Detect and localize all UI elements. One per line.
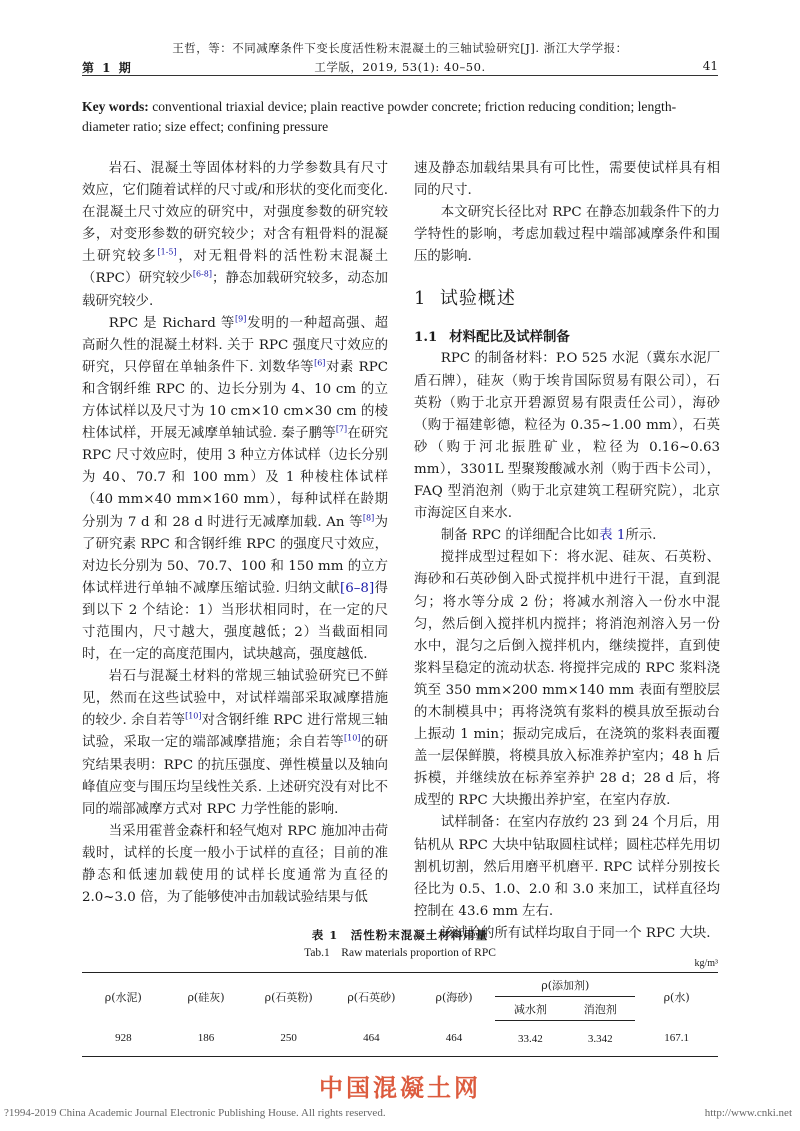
intro-paragraph-4-continued: 速及静态加载结果具有可比性，需要使试样具有相同的尺寸. [414,161,720,199]
table-cell: 33.42 [495,1021,565,1057]
watermark: 中国混凝土网 [319,1074,481,1102]
citation-ref[interactable]: [6] [314,358,326,368]
table-cell: 3.342 [565,1021,635,1057]
header-citation: 王哲，等：不同减摩条件下变长度活性粉末混凝土的三轴试验研究[J]. 浙江大学学报： [172,41,628,55]
citation-ref[interactable]: [10] [185,711,202,721]
citation-ref[interactable]: [10] [344,733,361,743]
table-header: ρ(石英粉) [247,973,330,1021]
section-number: 1 [414,288,427,310]
keywords-label: Key words: [82,99,149,114]
citation-ref[interactable]: [9] [235,314,247,324]
intro-paragraph-3: 岩石与混凝土材料的常规三轴试验研究已不鲜见，然而在这些试验中，对试样端部采取减摩措施的较少. 余自若等[10]对含钢纤维 RPC 进行常规三轴试验，采取一定的端部减摩措施；余自若等[10]的研究结果表明：RPC 的抗压强度、弹性模量以及轴向峰值应变与围压均呈线性关系. 上述研究没有对比不同的端部减摩方式对 RPC 力学性能的影响. [82,669,389,817]
section-title: 试验概述 [439,288,516,310]
citation-ref[interactable]: [6–8] [339,580,375,596]
table-cell: 928 [82,1021,165,1057]
table-cell: 186 [165,1021,248,1057]
table-cell: 464 [413,1021,496,1057]
citation-ref[interactable]: [6-8] [192,270,212,279]
intro-paragraph-1: 岩石、混凝土等固体材料的力学参数具有尺寸效应，它们随着试样的尺寸或/和形状的变化而变化. 在混凝土尺寸效应的研究中，对强度参数的研究较多，对变形参数的研究较少；对含有粗骨料的混凝土研究较多[1-5]，对无粗骨料的活性粉末混凝土（RPC）研究较少[6-8]；静态加载研究较多，动态加载研究较少. [82,161,389,309]
table-subheader: 减水剂 [495,997,565,1021]
running-header [82,40,718,74]
keywords-text: conventional triaxial device; plain reactive powder concrete; friction reducing condition; length-diameter ratio; size effect; confining pressure [82,99,677,134]
mixing-procedure-paragraph: 搅拌成型过程如下：将水泥、硅灰、石英粉、海砂和石英砂倒入卧式搅拌机中进行干混，直到混匀；将水等分成 2 份；将减水剂溶入一份水中混匀，然后倒入搅拌机内搅拌；将消泡剂溶入另一份水中，混匀之后倒入搅拌机内，继续搅拌，直到使浆料呈稳定的流动状态. 将搅拌完成的 RPC 浆料浇筑至 350 mm×200 mm×140 mm 表面有塑胶层的木制模具中；再将浇筑有浆料的模具放至振动台上振动 1 min；振动完成后，在浇筑的浆料表面覆盖一层保鲜膜，将模具放入标准养护室内；48 h 后拆模，并继续放在标养室养护 28 d；28 d 后，将成型的 RPC 大块搬出养护室，在室内存放. [414,550,720,809]
section-heading [414,286,720,312]
citation-ref[interactable]: [7] [335,424,348,434]
subsection-title: 材料配比及试样制备 [449,329,570,346]
header-citation-continued: 工学版，2019, 53(1): 40–50. [314,60,486,74]
table-header: ρ(硅灰) [165,973,248,1021]
right-column [414,158,720,945]
intro-paragraph-5: 本文研究长径比对 RPC 在静态加载条件下的力学特性的影响，考虑加载过程中端部减摩条件和围压的影响. [414,205,720,265]
materials-paragraph: RPC 的制备材料：P.O 525 水泥（冀东水泥厂盾石牌），硅灰（购于埃肯国际贸易有限公司），石英粉（购于北京开碧源贸易有限责任公司），海砂（购于福建彰德，粒径为 0.35~1.00 mm），石英砂（购于河北振胜矿业，粒径为 0.16~0.63 mm），3301L 型聚羧酸减水剂（购于西卡公司），FAQ 型消泡剂（购于北京建筑工程研究院），北京市海淀区自来水. [414,351,720,522]
page-number: 41 [702,59,718,73]
mix-ratio-paragraph: 制备 RPC 的详细配合比如表 1所示. [440,528,657,544]
subsection-heading [414,326,720,348]
table-header: ρ(石英砂) [330,973,413,1021]
table-caption-en: Tab.1 Raw materials proportion of RPC [304,947,496,959]
table-unit: kg/m³ [694,958,718,969]
subsection-number: 1.1 [414,329,438,346]
table-cell: 167.1 [635,1021,718,1057]
issue-label: 第 1 期 [82,61,133,75]
specimen-source-paragraph: 该试验的所有试样均取自于同一个 RPC 大块. [440,925,711,941]
keywords [82,97,722,137]
table-caption-zh: 表 1 活性粉末混凝土材料用量 [311,928,489,942]
table-header: ρ(水) [635,973,718,1021]
intro-paragraph-4: 当采用霍普金森杆和轻气炮对 RPC 施加冲击荷载时，试样的长度一般小于试样的直径；目前的准静态和低速加载使用的试样长度通常为直径的 2.0~3.0 倍，为了能够使冲击加载试验结果与低 [82,823,388,906]
table-cell: 464 [330,1021,413,1057]
table-link[interactable]: 表 1 [599,528,626,544]
left-column [82,158,388,909]
table-header-group: ρ(添加剂) [495,973,635,997]
header-divider [82,75,718,76]
copyright-notice: ?1994-2019 China Academic Journal Electronic Publishing House. All rights reserved. [4,1107,386,1119]
citation-ref[interactable]: [8] [362,513,375,523]
table-row [82,1021,718,1057]
table-cell: 250 [247,1021,330,1057]
materials-table [82,972,718,1057]
footer-url[interactable]: http://www.cnki.net [704,1107,792,1119]
intro-paragraph-2: RPC 是 Richard 等[9]发明的一种超高强、超高耐久性的混凝土材料. 关于 RPC 强度尺寸效应的研究，只停留在单轴条件下. 刘数华等[6]对素 RPC 和含钢纤维 RPC 的、边长分别为 4、10 cm 的立方体试样以及尺寸为 10 cm×10 cm×30 cm 的棱柱体试样，开展无减摩单轴试验. 秦子鹏等[7]在研究 RPC 尺寸效应时，使用 3 种立方体试样（边长分别为 40、70.7 和 100 mm）及 1 种棱柱体试样（40 mm×40 mm×160 mm），每种试样在龄期分别为 7 d 和 28 d 时进行无减摩加载. An 等[8]为了研究素 RPC 和含钢纤维 RPC 的强度尺寸效应，对边长分别为 50、70.7、100 和 150 mm 的立方体试样进行单轴不减摩压缩试验. 归纳文献[6–8]得到以下 2 个结论：1）当形状相同时，在一定的尺寸范围内，尺寸越大，强度越低；2）当截面相同时，在一定的高度范围内，试块越高，强度越低. [82,314,389,663]
table-header: ρ(水泥) [82,973,165,1021]
specimen-preparation-paragraph: 试样制备：在室内存放约 23 到 24 个月后，用钻机从 RPC 大块中钻取圆柱试样；圆柱芯样先用切割机切割，然后用磨平机磨平. RPC 试样分别按长径比为 0.5、1.0、2.0 和 3.0 来加工，试样直径均控制在 43.6 mm 左右. [414,815,720,919]
table-subheader: 消泡剂 [565,997,635,1021]
table-header: ρ(海砂) [413,973,496,1021]
citation-ref[interactable]: [1-5] [157,247,177,257]
